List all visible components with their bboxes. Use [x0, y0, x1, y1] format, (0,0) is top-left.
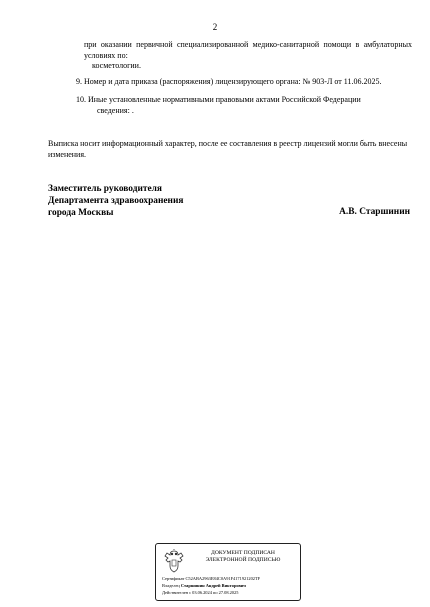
list-item-text: Иные установленные нормативными правовыми актами Российской Федерации: [88, 95, 361, 104]
list-item-number: 9.: [76, 77, 82, 86]
stamp-validity: Действителен с 03.06.2024 по 27.08.2025: [162, 589, 239, 595]
list-continuation-subitem: косметологии.: [92, 61, 141, 71]
certificate-label: Сертификат: [162, 576, 185, 581]
list-item-number: 10.: [76, 95, 86, 104]
list-continuation-text: при оказании первичной специализированной медико-санитарной помощи в амбулаторных условиях по:: [84, 40, 412, 60]
stamp-title-line: ЭЛЕКТРОННОЙ ПОДПИСЬЮ: [205, 557, 281, 563]
certificate-value: C52ABA2963E84C0A91F4171921202TF: [185, 576, 261, 581]
coat-of-arms-icon: [162, 548, 186, 574]
list-item-text-continued: сведения: .: [97, 105, 134, 115]
owner-value: Старшинин Андрей Викторович: [180, 582, 246, 588]
position-line: Департамента здравоохранения: [48, 196, 184, 207]
list-item-10: [76, 95, 414, 116]
stamp-certificate: [162, 576, 300, 583]
stamp-title-line: ДОКУМЕНТ ПОДПИСАН: [211, 550, 275, 556]
owner-label: Владелец: [162, 582, 180, 588]
signatory-name: А.В. Старшинин: [339, 207, 410, 217]
list-continuation: [84, 40, 412, 72]
list-item-9: [76, 77, 414, 88]
stamp-details: [162, 576, 300, 596]
position-line: города Москвы: [48, 208, 114, 219]
stamp-title: [190, 550, 296, 564]
stamp-owner: [162, 583, 300, 590]
list-item-text: Номер и дата приказа (распоряжения) лицензирующего органа: № 903-Л от 11.06.2025.: [84, 77, 382, 86]
page-number: 2: [212, 22, 218, 32]
position-line: Заместитель руководителя: [48, 184, 162, 194]
electronic-signature-stamp: [155, 543, 301, 601]
signatory-position: [48, 183, 183, 220]
info-note: Выписка носит информационный характер, после ее составления в реестр лицензий могли быть внесены изменения.: [48, 139, 408, 159]
